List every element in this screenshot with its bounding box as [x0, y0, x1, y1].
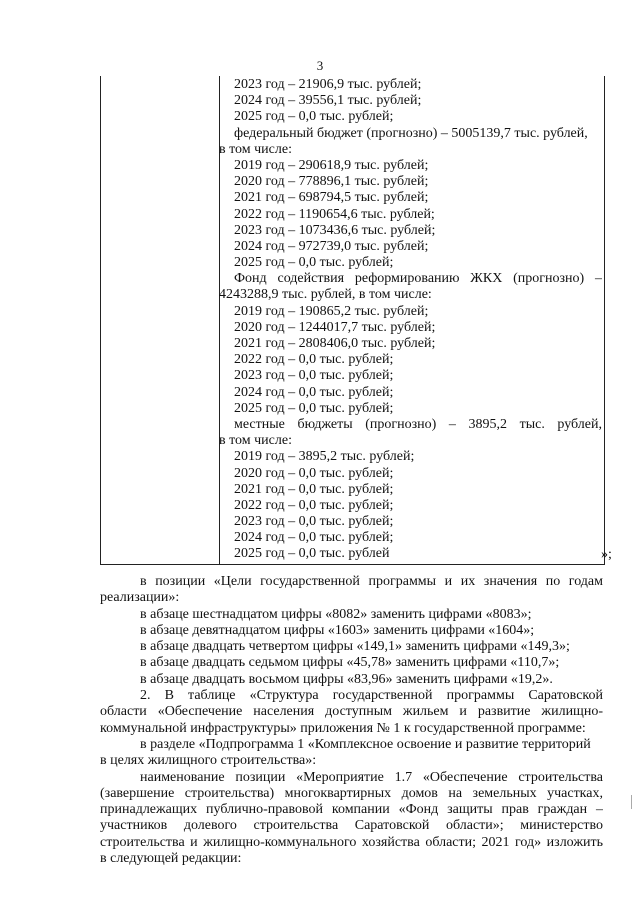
body-line: коммунальной инфраструктуры» приложения № 1 к государственной программе: [100, 720, 586, 736]
table-cell-funding [219, 77, 602, 563]
table-line: 2022 год – 0,0 тыс. рублей; [234, 352, 394, 368]
body-line: наименование позиции «Мероприятие 1.7 «Обеспечение строительства [140, 769, 603, 785]
body-line: в позиции «Цели государственной программы и их значения по годам [140, 574, 603, 589]
body-line: в абзаце шестнадцатом цифры «8082» заменить цифрами «8083»; [140, 606, 532, 622]
table-line: 2024 год – 0,0 тыс. рублей; [234, 530, 394, 546]
table-line: местные бюджеты (прогнозно) – 3895,2 тыс. рублей, [234, 416, 602, 432]
table-line: 2023 год – 0,0 тыс. рублей; [234, 368, 394, 384]
table-line: 2022 год – 0,0 тыс. рублей; [234, 497, 394, 513]
body-line: в следующей редакции: [100, 851, 242, 867]
table-line: 2019 год – 3895,2 тыс. рублей; [234, 449, 415, 465]
body-line: в абзаце девятнадцатом цифры «1603» заменить цифрами «1604»; [140, 622, 535, 638]
table-line: 2025 год – 0,0 тыс. рублей; [234, 400, 394, 416]
table-line: в том числе: [219, 433, 292, 449]
table-line: 2024 год – 0,0 тыс. рублей; [234, 384, 394, 400]
body-line: в абзаце двадцать четвертом цифры «149,1» заменить цифрами «149,3»; [140, 639, 570, 655]
table-line: 2022 год – 1190654,6 тыс. рублей; [234, 206, 435, 222]
table-line: 2023 год – 1073436,6 тыс. рублей; [234, 222, 436, 238]
body-line: в абзаце двадцать седьмом цифры «45,78» заменить цифрами «110,7»; [140, 655, 560, 671]
body-text [100, 574, 603, 867]
table-line: 2020 год – 0,0 тыс. рублей; [234, 465, 394, 481]
table-line: 2025 год – 0,0 тыс. рублей; [234, 109, 394, 125]
body-line: в абзаце двадцать восьмом цифры «83,96» заменить цифрами «19,2». [140, 671, 553, 687]
table-line: 2019 год – 290618,9 тыс. рублей; [234, 157, 429, 173]
body-line: принадлежащих публично-правовой компании «Фонд защиты прав граждан – [100, 802, 603, 818]
body-line: строительства и жилищно-коммунального хозяйства области; 2021 год» изложить [100, 834, 603, 850]
table-line: 2021 год – 0,0 тыс. рублей; [234, 481, 394, 497]
table-line: в том числе: [219, 141, 292, 157]
table-line: федеральный бюджет (прогнозно) – 5005139,7 тыс. рублей, [234, 125, 588, 141]
table-line: Фонд содействия реформированию ЖКХ (прогнозно) – [234, 271, 602, 287]
body-line: в целях жилищного строительства»: [100, 753, 317, 769]
table-bottom-border [101, 564, 604, 565]
body-line: в разделе «Подпрограмма 1 «Комплексное освоение и развитие территорий [140, 736, 591, 752]
closing-quote: »; [601, 547, 612, 562]
body-line: 2. В таблице «Структура государственной программы Саратовской [140, 688, 603, 704]
table-line: 2025 год – 0,0 тыс. рублей; [234, 255, 394, 271]
table-line: 2025 год – 0,0 тыс. рублей [234, 546, 390, 562]
table-line: 2023 год – 0,0 тыс. рублей; [234, 514, 394, 530]
page-number: 3 [316, 58, 324, 73]
table-line: 2021 год – 698794,5 тыс. рублей; [234, 190, 429, 206]
body-line: области «Обеспечение населения доступным жильем и развитие жилищно- [100, 704, 603, 720]
table-line: 2023 год – 21906,9 тыс. рублей; [234, 77, 422, 92]
scan-edge-mark [631, 795, 632, 809]
table-line: 2021 год – 2808406,0 тыс. рублей; [234, 336, 436, 351]
body-line: (завершение строительства) многоквартирных домов на земельных участках, [100, 785, 603, 801]
table-line: 4243288,9 тыс. рублей, в том числе: [219, 287, 432, 303]
table-line: 2019 год – 190865,2 тыс. рублей; [234, 303, 429, 319]
body-line: участников долевого строительства Саратовской области»; министерство [100, 818, 603, 834]
body-line: реализации»: [100, 590, 180, 606]
table-line: 2024 год – 972739,0 тыс. рублей; [234, 238, 429, 254]
table-line: 2020 год – 778896,1 тыс. рублей; [234, 174, 429, 190]
table-line: 2024 год – 39556,1 тыс. рублей; [234, 93, 422, 109]
table-line: 2020 год – 1244017,7 тыс. рублей; [234, 319, 436, 335]
